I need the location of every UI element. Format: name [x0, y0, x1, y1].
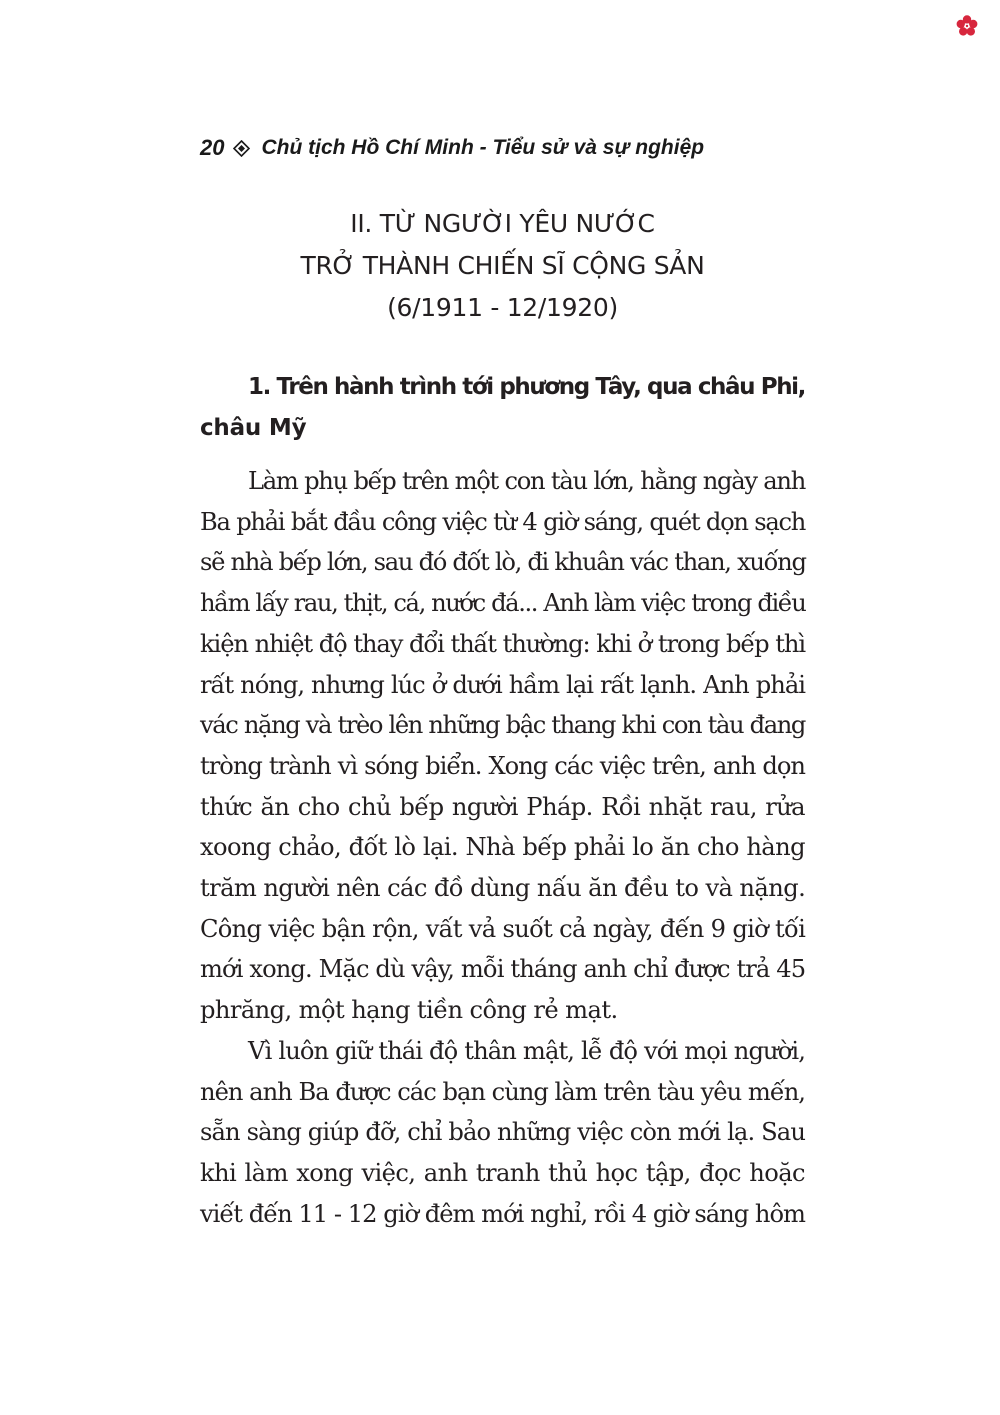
- page-number: 20: [200, 135, 225, 160]
- text-line: rất nóng, nhưng lúc ở dưới hầm lại rất lạnh. Anh phải: [200, 670, 805, 699]
- text-line: hầm lấy rau, thịt, cá, nước đá... Anh làm việc trong điều: [200, 589, 806, 618]
- text-line: Ba phải bắt đầu công việc từ 4 giờ sáng, quét dọn sạch: [200, 507, 805, 536]
- text-line: sẽ nhà bếp lớn, sau đó đốt lò, đi khuân vác than, xuống: [200, 548, 806, 577]
- text-line: Làm phụ bếp trên một con tàu lớn, hằng ngày anh: [248, 467, 805, 495]
- chapter-title-line: II. TỪ NGƯỜI YÊU NƯỚC: [350, 209, 655, 238]
- text-line: vác nặng và trèo lên những bậc thang khi con tàu đang: [200, 711, 805, 740]
- section-heading: [200, 367, 805, 449]
- text-line: trăm người nên các đồ dùng nấu ăn đều to và nặng.: [200, 874, 806, 903]
- section-heading-line: châu Mỹ: [200, 415, 307, 441]
- paragraph: [200, 461, 805, 1031]
- text-line: viết đến 11 - 12 giờ đêm mới nghỉ, rồi 4 giờ sáng hôm: [200, 1199, 805, 1228]
- text-line: xoong chảo, đốt lò lại. Nhà bếp phải lo ăn cho hàng: [200, 833, 805, 862]
- text-line: tròng trành vì sóng biển. Xong các việc trên, anh dọn: [200, 751, 805, 780]
- body-text: [200, 461, 805, 1234]
- diamond-bullet-icon: [233, 140, 250, 157]
- flower-icon: [954, 13, 980, 39]
- text-line: Công việc bận rộn, vất vả suốt cả ngày, đến 9 giờ tối: [200, 914, 806, 943]
- text-line: khi làm xong việc, anh tranh thủ học tập, đọc hoặc: [200, 1158, 805, 1187]
- text-line: phrăng, một hạng tiền công rẻ mạt.: [200, 996, 618, 1025]
- paragraph: [200, 1031, 805, 1235]
- text-line: thức ăn cho chủ bếp người Pháp. Rồi nhặt rau, rửa: [200, 792, 805, 821]
- text-line: Vì luôn giữ thái độ thân mật, lễ độ với mọi người,: [248, 1036, 805, 1065]
- publisher-logo-icon: [954, 13, 980, 39]
- running-header: [200, 135, 820, 161]
- chapter-date-range: (6/1911 - 12/1920): [387, 293, 618, 322]
- book-title: Chủ tịch Hồ Chí Minh - Tiểu sử và sự nghiệp: [261, 136, 705, 159]
- text-line: kiện nhiệt độ thay đổi thất thường: khi ở trong bếp thì: [200, 629, 805, 658]
- text-line: mới xong. Mặc dù vậy, mỗi tháng anh chỉ được trả 45: [200, 955, 806, 984]
- text-line: sẵn sàng giúp đỡ, chỉ bảo những việc còn mới lạ. Sau: [200, 1118, 805, 1147]
- chapter-title: [200, 203, 805, 329]
- text-line: nên anh Ba được các bạn cùng làm trên tàu yêu mến,: [200, 1077, 805, 1106]
- section-heading-line: 1. Trên hành trình tới phương Tây, qua châu Phi,: [248, 374, 805, 400]
- chapter-title-line: TRỞ THÀNH CHIẾN SĨ CỘNG SẢN: [300, 251, 705, 280]
